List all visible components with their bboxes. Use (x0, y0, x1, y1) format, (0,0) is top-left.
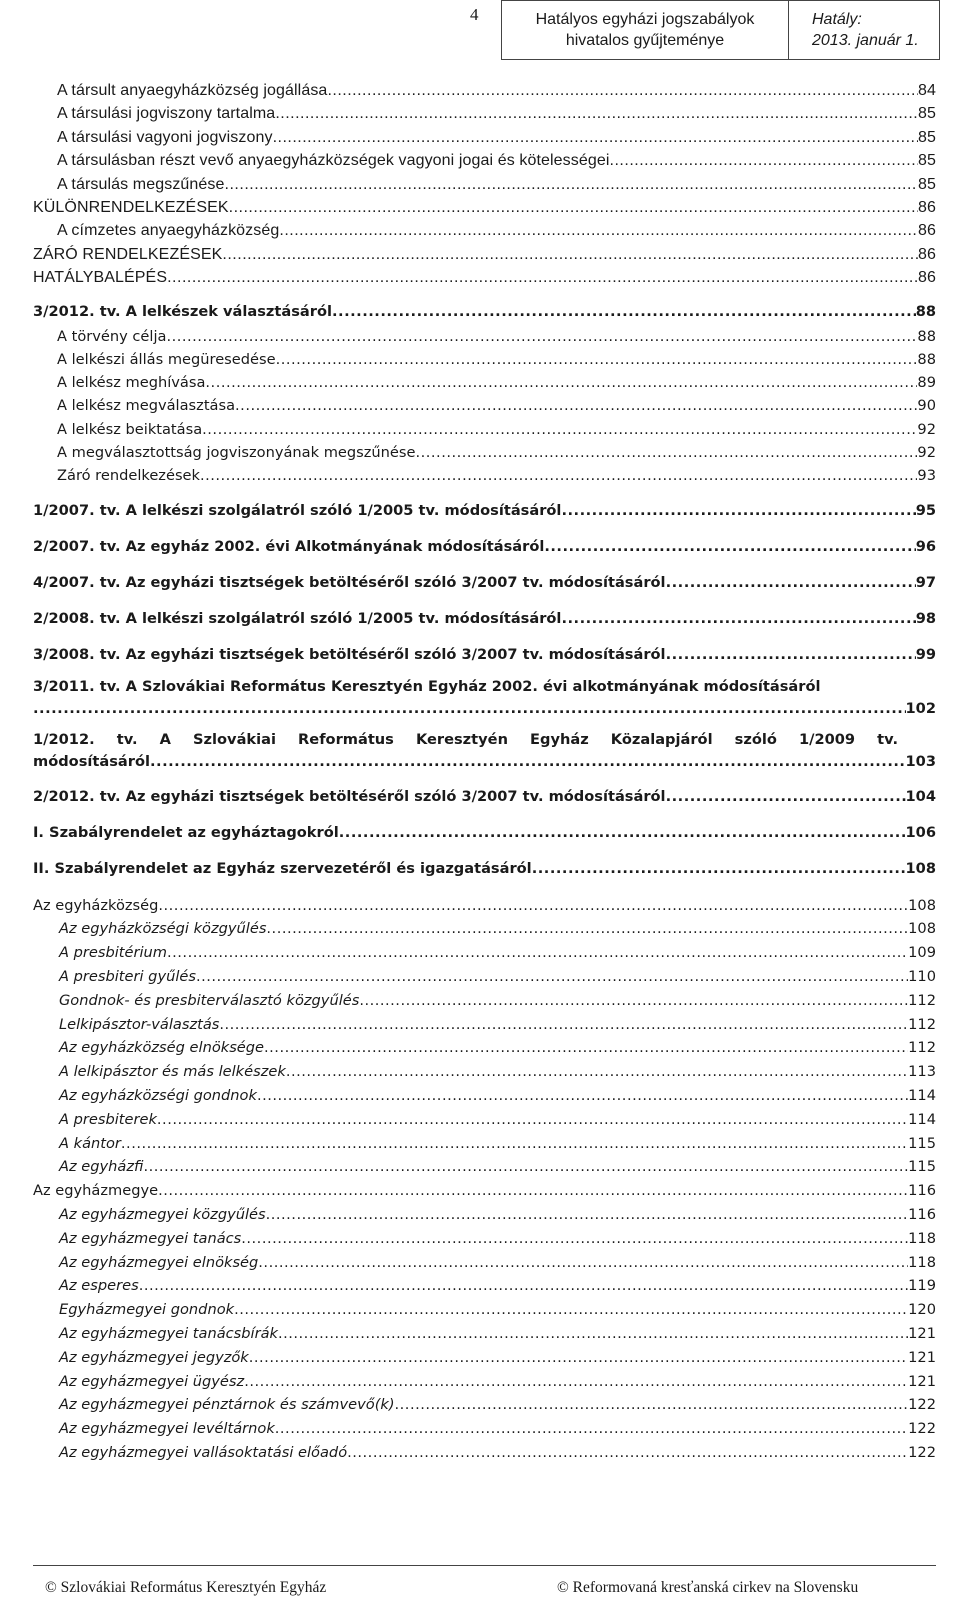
page-number: 4 (470, 5, 479, 24)
toc-entry[interactable]: Az egyházmegyei levéltárnok ..... 122 (33, 1417, 936, 1441)
toc-entry[interactable]: A lelkész meghívása ..... 89 (33, 371, 936, 394)
toc-section-top (33, 79, 936, 290)
toc-entry[interactable]: A társulás megszűnése ..... 85 (33, 173, 936, 196)
toc-entry[interactable]: Az egyházmegyei közgyűlés ..... 116 (33, 1203, 936, 1227)
toc-entry[interactable]: HATÁLYBALÉPÉS ..... 86 (33, 266, 936, 289)
toc-entry[interactable]: Az esperes ..... 119 (33, 1274, 936, 1298)
toc-entry[interactable]: Az egyházmegyei elnökség ..... 118 (33, 1251, 936, 1275)
toc-entry[interactable]: Az egyházközség ..... 108 (33, 894, 936, 918)
toc-regulation-entry[interactable]: I. Szabályrendelet az egyháztagokról ..... 106 (33, 820, 936, 846)
toc-entry[interactable]: A megválasztottság jogviszonyának megszűnése ..... 92 (33, 441, 936, 464)
toc-entry[interactable]: Az egyházmegyei vallásoktatási előadó ..... 122 (33, 1441, 936, 1465)
toc-entry[interactable]: A presbiteri gyűlés ..... 110 (33, 965, 936, 989)
toc-law-entry[interactable]: 3/2012. tv. A lelkészek választásáról ..... 88 (33, 299, 936, 325)
toc-entry[interactable]: A társulásban részt vevő anyaegyházközségek vagyoni jogai és kötelességei ..... 85 (33, 149, 936, 172)
toc-entry[interactable]: A presbitérium ..... 109 (33, 941, 936, 965)
toc-section-regulation-2 (33, 894, 936, 1465)
toc-law-entry[interactable]: 4/2007. tv. Az egyházi tisztségek betöltéséről szóló 3/2007 tv. módosításáról ..... 97 (33, 570, 936, 596)
page-header (0, 0, 960, 64)
toc-law-subentries (33, 325, 936, 488)
footer-divider (33, 1565, 936, 1566)
collection-title-box (501, 0, 789, 60)
effective-label: Hatály: (812, 11, 862, 28)
toc-law-entry[interactable]: 2/2012. tv. Az egyházi tisztségek betöltéséről szóló 3/2007 tv. módosításáról ..... 104 (33, 784, 936, 810)
footer-copyright-sk: © Reformovaná kresťanská cirkev na Slovensku (557, 1579, 859, 1596)
toc-entry[interactable]: A címzetes anyaegyházközség ..... 86 (33, 219, 936, 242)
toc-entry[interactable]: A társult anyaegyházközség jogállása ..... 84 (33, 79, 936, 102)
toc-law-entry[interactable]: 2/2007. tv. Az egyház 2002. évi Alkotmányának módosításáról ..... 96 (33, 534, 936, 560)
toc-entry[interactable]: A lelkipásztor és más lelkészek ..... 113 (33, 1060, 936, 1084)
page-footer (0, 1565, 960, 1603)
effective-date: 2013. január 1. (812, 32, 919, 49)
toc-entry[interactable]: Az egyházmegyei tanács ..... 118 (33, 1227, 936, 1251)
toc-entry[interactable]: Záró rendelkezések ..... 93 (33, 464, 936, 487)
toc-law-title-line1: 1/2012. tv. A Szlovákiai Református Keresztyén Egyház Közalapjáról szóló 1/2009 tv. (33, 730, 898, 748)
collection-title-line2: hivatalos gyűjteménye (565, 32, 725, 49)
toc-entry[interactable]: Az egyházközségi közgyűlés ..... 108 (33, 917, 936, 941)
toc-entry[interactable]: A törvény célja ..... 88 (33, 325, 936, 348)
footer-copyright-hu: © Szlovákiai Református Keresztyén Egyház (45, 1579, 327, 1596)
toc-law-entry-multiline[interactable] (33, 729, 936, 774)
toc-entry[interactable]: ZÁRÓ RENDELKEZÉSEK ..... 86 (33, 243, 936, 266)
toc-entry[interactable]: Egyházmegyei gondnok ..... 120 (33, 1298, 936, 1322)
toc-entry[interactable]: Gondnok- és presbiterválasztó közgyűlés ..... 112 (33, 989, 936, 1013)
table-of-contents (33, 79, 936, 1465)
toc-entry[interactable]: Az egyházközségi gondnok ..... 114 (33, 1084, 936, 1108)
toc-law-entry-multiline[interactable] (33, 676, 936, 721)
toc-entry[interactable]: Lelkipásztor-választás ..... 112 (33, 1013, 936, 1037)
toc-entry[interactable]: Az egyházmegyei ügyész ..... 121 (33, 1370, 936, 1394)
toc-entry[interactable]: A lelkész beiktatása ..... 92 (33, 418, 936, 441)
toc-entry[interactable]: KÜLÖNRENDELKEZÉSEK ..... 86 (33, 196, 936, 219)
toc-law-entry[interactable]: 2/2008. tv. A lelkészi szolgálatról szóló 1/2005 tv. módosításáról ..... 98 (33, 606, 936, 632)
toc-regulation-entry[interactable]: II. Szabályrendelet az Egyház szervezetéről és igazgatásáról ..... 108 (33, 856, 936, 882)
toc-entry[interactable]: A lelkészi állás megüresedése ..... 88 (33, 348, 936, 371)
toc-entry[interactable]: A kántor ..... 115 (33, 1132, 936, 1156)
toc-entry[interactable]: Az egyházmegyei jegyzők ..... 121 (33, 1346, 936, 1370)
toc-entry[interactable]: Az egyházmegye ..... 116 (33, 1179, 936, 1203)
toc-entry[interactable]: A társulási jogviszony tartalma ..... 85 (33, 102, 936, 125)
toc-entry[interactable]: A lelkész megválasztása ..... 90 (33, 394, 936, 417)
collection-title-line1: Hatályos egyházi jogszabályok (535, 11, 755, 28)
toc-entry[interactable]: A társulási vagyoni jogviszony ..... 85 (33, 126, 936, 149)
toc-law-entry[interactable]: 3/2008. tv. Az egyházi tisztségek betöltéséről szóló 3/2007 tv. módosításáról ..... 99 (33, 642, 936, 668)
effective-date-box (788, 0, 940, 60)
toc-entry[interactable]: Az egyházmegyei pénztárnok és számvevő(k) ..... 122 (33, 1393, 936, 1417)
toc-entry[interactable]: Az egyházfi ..... 115 (33, 1155, 936, 1179)
toc-entry[interactable]: A presbiterek ..... 114 (33, 1108, 936, 1132)
toc-law-title-line2: módosításáról ..... 103 (33, 751, 936, 774)
toc-entry[interactable]: Az egyházközség elnöksége ..... 112 (33, 1036, 936, 1060)
toc-law-title-line1: 3/2011. tv. A Szlovákiai Református Keresztyén Egyház 2002. évi alkotmányának módosításáról (33, 677, 821, 695)
toc-entry[interactable]: Az egyházmegyei tanácsbírák ..... 121 (33, 1322, 936, 1346)
toc-law-title-line2: ..... 102 (33, 698, 936, 721)
toc-law-entry[interactable]: 1/2007. tv. A lelkészi szolgálatról szóló 1/2005 tv. módosításáról ..... 95 (33, 498, 936, 524)
